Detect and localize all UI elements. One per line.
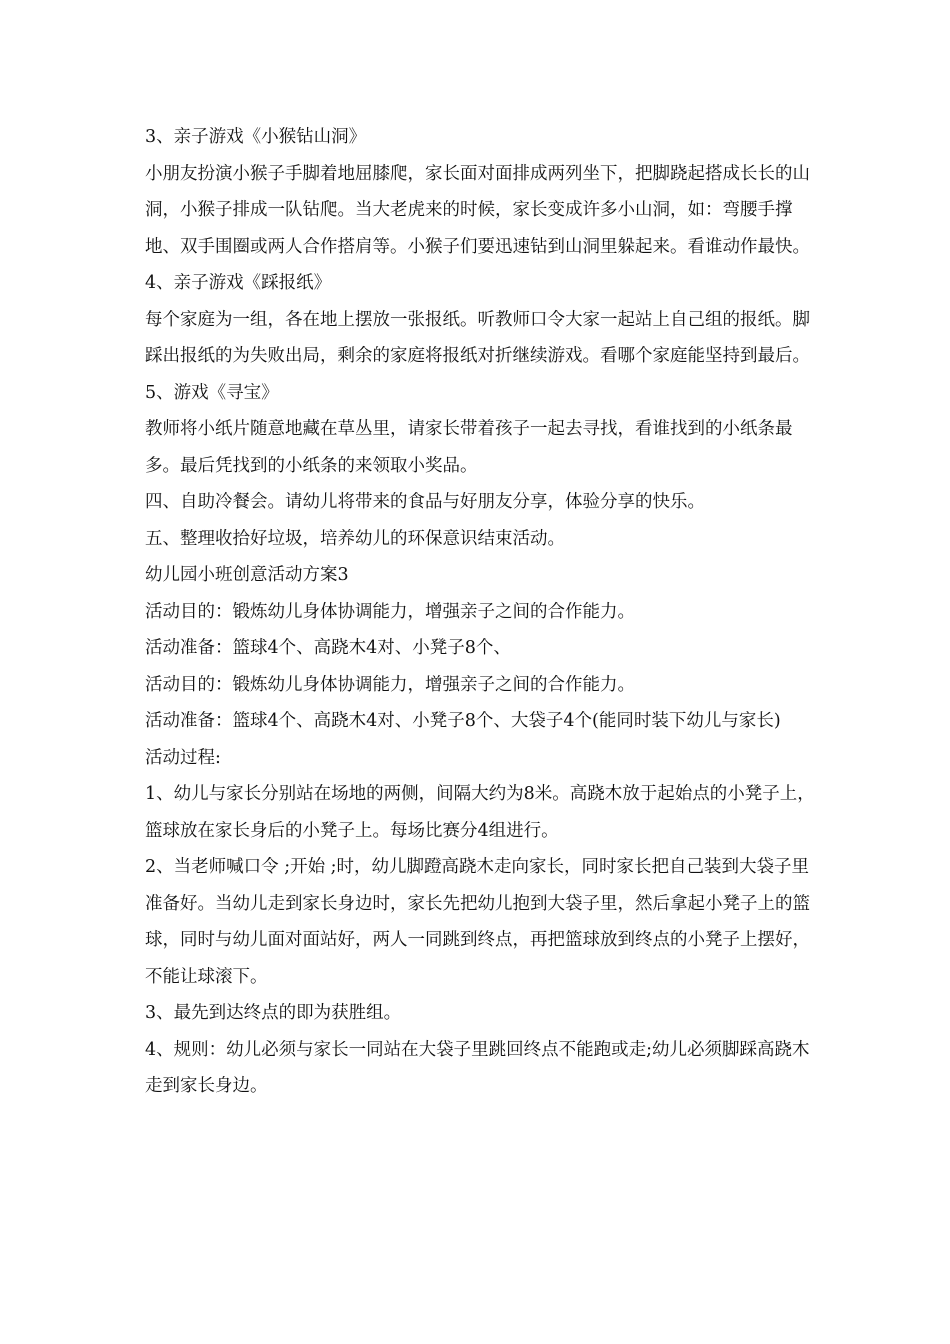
paragraph-game-3-description: 小朋友扮演小猴子手脚着地屈膝爬，家长面对面排成两列坐下，把脚跷起搭成长长的山洞，小猴子排成一队钻爬。当大老虎来的时候，家长变成许多小山洞，如：弯腰手撑地、双手围圈或两人合作搭肩等。小猴子们要迅速钻到山洞里躲起来。看谁动作最快。 bbox=[145, 163, 810, 257]
paragraph-cleanup: 五、整理收拾好垃圾，培养幼儿的环保意识结束活动。 bbox=[145, 528, 565, 549]
heading-game-4: 4、亲子游戏《踩报纸》 bbox=[145, 273, 332, 293]
paragraph-game-5-description: 教师将小纸片随意地藏在草丛里，请家长带着孩子一起去寻找，看谁找到的小纸条最多。最后凭找到的小纸条的来领取小奖品。 bbox=[145, 419, 793, 476]
paragraph-step-2: 2、当老师喊口令 ;开始 ;时，幼儿脚蹬高跷木走向家长，同时家长把自己装到大袋子里准备好。当幼儿走到家长身边时，家长先把幼儿抱到大袋子里，然后拿起小凳子上的篮球，同时与幼儿面对面站好，两人一同跳到终点，再把篮球放到终点的小凳子上摆好，不能让球滚下。 bbox=[145, 857, 810, 987]
paragraph-rules: 4、规则：幼儿必须与家长一同站在大袋子里跳回终点不能跑或走;幼儿必须脚踩高跷木走到家长身边。 bbox=[145, 1039, 810, 1096]
paragraph-buffet: 四、自助冷餐会。请幼儿将带来的食品与好朋友分享，体验分享的快乐。 bbox=[145, 492, 705, 512]
heading-game-3: 3、亲子游戏《小猴钻山洞》 bbox=[145, 127, 367, 147]
paragraph-activity-goal: 活动目的：锻炼幼儿身体协调能力，增强亲子之间的合作能力。 bbox=[145, 601, 635, 622]
paragraph-game-4-description: 每个家庭为一组，各在地上摆放一张报纸。听教师口令大家一起站上自己组的报纸。脚踩出报纸的为失败出局，剩余的家庭将报纸对折继续游戏。看哪个家庭能坚持到最后。 bbox=[145, 309, 810, 366]
heading-game-5: 5、游戏《寻宝》 bbox=[145, 382, 279, 403]
paragraph-activity-prep-full: 活动准备：篮球4个、高跷木4对、小凳子8个、大袋子4个(能同时装下幼儿与家长) bbox=[145, 711, 781, 731]
document-body bbox=[145, 119, 817, 1105]
heading-activity-process: 活动过程: bbox=[145, 747, 221, 768]
paragraph-step-3: 3、最先到达终点的即为获胜组。 bbox=[145, 1003, 402, 1023]
paragraph-activity-prep: 活动准备：篮球4个、高跷木4对、小凳子8个、 bbox=[145, 638, 511, 658]
section-title-plan-3: 幼儿园小班创意活动方案3 bbox=[145, 565, 349, 585]
paragraph-step-1: 1、幼儿与家长分别站在场地的两侧，间隔大约为8米。高跷木放于起始点的小凳子上，篮球放在家长身后的小凳子上。每场比赛分4组进行。 bbox=[145, 784, 815, 841]
paragraph-activity-goal-repeat: 活动目的：锻炼幼儿身体协调能力，增强亲子之间的合作能力。 bbox=[145, 674, 635, 695]
